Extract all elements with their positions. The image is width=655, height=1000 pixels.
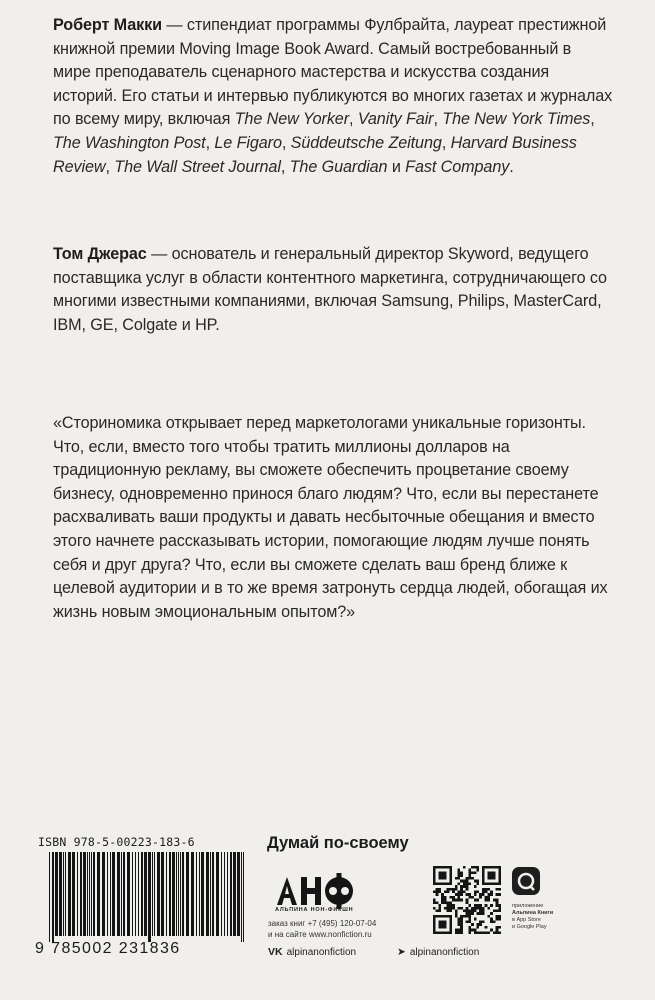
qr-module (444, 890, 447, 893)
qr-module (457, 896, 460, 899)
qr-module (471, 871, 474, 874)
qr-module (474, 899, 477, 902)
qr-module (452, 907, 455, 910)
qr-module (471, 910, 474, 913)
qr-module (493, 920, 496, 923)
qr-module (452, 899, 455, 902)
qr-module (468, 904, 471, 907)
qr-module (460, 899, 463, 902)
qr-module (463, 885, 466, 888)
qr-module (482, 912, 485, 915)
qr-module (487, 871, 495, 879)
qr-module (490, 920, 493, 923)
qr-module (463, 866, 466, 869)
qr-module (460, 920, 463, 923)
qr-module (477, 912, 480, 915)
qr-module (466, 901, 469, 904)
telegram-icon: ➤ (397, 946, 406, 958)
qr-module (457, 890, 460, 893)
qr-module (455, 931, 458, 934)
qr-module (498, 893, 501, 896)
qr-module (468, 918, 471, 921)
qr-module (452, 888, 455, 891)
qr-module (449, 904, 452, 907)
qr-module (496, 931, 499, 934)
barcode-bar (123, 852, 125, 936)
barcode-bar (112, 852, 115, 936)
barcode-bar (127, 852, 130, 936)
barcode-bar (182, 852, 184, 936)
qr-module (468, 929, 471, 932)
barcode-bar (68, 852, 71, 936)
qr-module (463, 882, 466, 885)
barcode-bar (87, 852, 88, 936)
qr-module (457, 923, 460, 926)
barcode-bar (199, 852, 200, 936)
qr-module (468, 896, 471, 899)
qr-module (485, 931, 488, 934)
qr-module (457, 929, 460, 932)
publisher-slogan: Думай по-своему (267, 834, 409, 852)
qr-module (463, 890, 466, 893)
qr-module (479, 920, 482, 923)
barcode-bar (80, 852, 82, 936)
qr-module (493, 931, 496, 934)
qr-module (479, 896, 482, 899)
qr-module (455, 910, 458, 913)
qr-module (477, 904, 480, 907)
qr-module (485, 904, 488, 907)
barcode-bar (206, 852, 209, 936)
qr-module (438, 871, 446, 879)
barcode-bar (166, 852, 167, 936)
qr-module (485, 899, 488, 902)
qr-module (447, 890, 450, 893)
qr-module (433, 890, 436, 893)
qr-module (444, 899, 447, 902)
barcode-bar (93, 852, 95, 936)
barcode-bar (221, 852, 222, 936)
qr-module (482, 907, 485, 910)
blurb-quote: «Сторинoмика открывает перед маркетологами уникальные горизонты. Что, если, вместо того чтобы тратить миллионы долларов на традиционную рекламу, вы сможете обеспечить процветание своему бизнесу, одновременно принося благо людям? Что, если вы перестанете расхваливать ваши продукты и давать несбыточные обещания и вместо этого начнете рассказывать истории, помогающие людям лучше понять себя и друг друга? Что, если вы сможете сделать ваш бренд ближе к целевой аудитории и в то же время затронуть сердца людей, обогащая их жизнь новым эмоциональным опытом?» (53, 414, 608, 621)
qr-module (447, 907, 450, 910)
author-name-mckee: Роберт Макки (53, 16, 163, 34)
qr-module (460, 874, 463, 877)
qr-module (447, 901, 450, 904)
qr-module (436, 890, 439, 893)
qr-module (474, 885, 477, 888)
qr-module (455, 899, 458, 902)
order-info: заказ книг +7 (495) 120-07-04 и на сайте www.nonfiction.ru (268, 919, 377, 939)
barcode-bar (55, 852, 58, 936)
barcode-bar (178, 852, 179, 936)
qr-module (468, 869, 471, 872)
qr-module (493, 899, 496, 902)
qr-module (471, 866, 474, 869)
qr-module (460, 915, 463, 918)
barcode-bar (52, 852, 54, 942)
vk-icon: VK (268, 946, 283, 958)
barcode-block (35, 832, 250, 967)
qr-module (457, 882, 460, 885)
qr-module (474, 910, 477, 913)
qr-module (438, 890, 441, 893)
qr-module (482, 920, 485, 923)
qr-module (463, 910, 466, 913)
qr-module (496, 893, 499, 896)
qr-module (466, 907, 469, 910)
qr-module (444, 896, 447, 899)
barcode-bar (97, 852, 100, 936)
qr-module (490, 918, 493, 921)
qr-module (482, 890, 485, 893)
barcode-bar (233, 852, 236, 936)
qr-module (493, 910, 496, 913)
barcode-bar (91, 852, 92, 936)
vk-link[interactable] (268, 946, 356, 958)
barcode-bar (237, 852, 240, 936)
barcode-bar (65, 852, 66, 936)
qr-module (468, 910, 471, 913)
qr-module (433, 901, 436, 904)
barcode-bar (63, 852, 64, 936)
qr-module (496, 926, 499, 929)
qr-module (457, 907, 460, 910)
qr-module (474, 890, 477, 893)
author-bio-mckee: Роберт Макки — стипендиат программы Фулбрайта, лауреат престижной книжной премии Moving Image Book Award. Самый востребованный в мире преподаватель сценарного мастерства и искусства создания историй. Его статьи и интервью публикуются во многих газетах и журналах по всему миру, включая The New Yorker, Vanity Fair, The New York Times, The Washington Post, Le Figaro, Süddeutsche Zeitung, Harvard Business Review, The Wall Street Journal, The Guardian и Fast Company. (53, 16, 613, 176)
qr-module (447, 910, 450, 913)
qr-module (449, 910, 452, 913)
qr-module (436, 901, 439, 904)
qr-module (457, 920, 460, 923)
qr-module (485, 888, 488, 891)
qr-module (449, 888, 452, 891)
qr-module (460, 926, 463, 929)
qr-module (466, 885, 469, 888)
qr-module (490, 890, 493, 893)
barcode-bar (230, 852, 232, 936)
qr-module (457, 931, 460, 934)
barcode-bar (72, 852, 75, 936)
qr-module (471, 929, 474, 932)
qr-module (457, 874, 460, 877)
barcode-bar (154, 852, 155, 936)
qr-module (433, 899, 436, 902)
qr-module (457, 869, 460, 872)
qr-module (452, 890, 455, 893)
qr-module (471, 912, 474, 915)
qr-module (441, 901, 444, 904)
qr-module (447, 904, 450, 907)
qr-module (479, 912, 482, 915)
qr-module (449, 901, 452, 904)
qr-module (474, 871, 477, 874)
author-bio-gerace: Том Джерас — основатель и генеральный директор Skyword, ведущего поставщика услуг в области контентного маркетинга, сотрудничающего со многими известными компаниями, включая Samsung, Philips, MasterCard, IBM, GE, Colgate и HP. (53, 245, 607, 334)
qr-module (482, 893, 485, 896)
qr-module (468, 926, 471, 929)
qr-module (487, 899, 490, 902)
barcode-bar (49, 852, 50, 942)
qr-module (460, 923, 463, 926)
qr-module (460, 880, 463, 883)
qr-module (471, 907, 474, 910)
qr-module (457, 918, 460, 921)
qr-module (468, 893, 471, 896)
barcode-bar (227, 852, 228, 936)
qr-module (466, 910, 469, 913)
qr-module (482, 931, 485, 934)
barcode-bar (121, 852, 122, 936)
qr-module (460, 890, 463, 893)
barcode-bar (172, 852, 175, 936)
barcode-bar (176, 852, 177, 936)
qr-module (487, 888, 490, 891)
qr-module (477, 866, 480, 869)
qr-module (460, 888, 463, 891)
qr-module (498, 915, 501, 918)
qr-module (452, 904, 455, 907)
qr-module (496, 904, 499, 907)
qr-module (485, 890, 488, 893)
qr-module (477, 890, 480, 893)
qr-module (496, 929, 499, 932)
app-icon (512, 867, 540, 895)
qr-module (457, 871, 460, 874)
barcode-bar (241, 852, 242, 942)
qr-module (471, 877, 474, 880)
qr-module (490, 929, 493, 932)
qr-module (438, 888, 441, 891)
qr-module (460, 893, 463, 896)
qr-module (441, 893, 444, 896)
qr-module (468, 877, 471, 880)
qr-module (479, 923, 482, 926)
qr-module (474, 866, 477, 869)
qr-module (477, 931, 480, 934)
qr-module (498, 926, 501, 929)
barcode-bar (138, 852, 139, 936)
qr-module (455, 888, 458, 891)
barcode-bar (107, 852, 108, 936)
qr-module (433, 907, 436, 910)
qr-module (474, 904, 477, 907)
barcode-bar (224, 852, 225, 936)
qr-module (460, 885, 463, 888)
qr-module (460, 871, 463, 874)
qr-module (496, 910, 499, 913)
qr-module (466, 893, 469, 896)
qr-module (444, 907, 447, 910)
author-name-gerace: Том Джерас (53, 245, 147, 263)
qr-module (466, 920, 469, 923)
qr-module (455, 885, 458, 888)
qr-module (441, 896, 444, 899)
qr-module (496, 901, 499, 904)
telegram-handle: alpinanonfiction (409, 946, 480, 958)
qr-module (487, 896, 490, 899)
qr-module (474, 931, 477, 934)
qr-module (496, 888, 499, 891)
qr-module (438, 904, 441, 907)
qr-module (477, 899, 480, 902)
qr-module (490, 904, 493, 907)
qr-module (468, 912, 471, 915)
qr-module (496, 915, 499, 918)
qr-module (466, 880, 469, 883)
qr-module (460, 918, 463, 921)
qr-module (490, 912, 493, 915)
barcode-bar (243, 852, 244, 942)
qr-module (471, 923, 474, 926)
telegram-link[interactable] (397, 946, 479, 958)
qr-module (479, 910, 482, 913)
qr-module (479, 893, 482, 896)
vk-handle: alpinanonfiction (286, 946, 357, 958)
qr-module (496, 899, 499, 902)
barcode-bar (77, 852, 78, 936)
qr-module (479, 931, 482, 934)
publisher-block (265, 832, 645, 972)
barcode-bar (148, 852, 151, 942)
qr-module (468, 915, 471, 918)
qr-module (441, 899, 444, 902)
qr-module (477, 923, 480, 926)
qr-module (466, 912, 469, 915)
qr-module (466, 888, 469, 891)
barcode-bar (135, 852, 136, 936)
barcode-bar (169, 852, 171, 936)
qr-module (468, 874, 471, 877)
qr-module (438, 920, 446, 928)
qr-module (479, 907, 482, 910)
qr-module (477, 882, 480, 885)
qr-module (471, 896, 474, 899)
qr-module (460, 907, 463, 910)
barcode (49, 852, 245, 942)
isbn-label: ISBN 978-5-00223-183-6 (38, 835, 195, 849)
barcode-bar (102, 852, 105, 936)
qr-module (444, 901, 447, 904)
qr-module (468, 931, 471, 934)
qr-module (457, 899, 460, 902)
qr-module (452, 896, 455, 899)
qr-module (474, 893, 477, 896)
qr-module (477, 869, 480, 872)
barcode-bar (141, 852, 143, 936)
qr-module (455, 893, 458, 896)
qr-module (457, 893, 460, 896)
barcode-bar (191, 852, 194, 936)
qr-module (490, 893, 493, 896)
barcode-bar (89, 852, 90, 936)
qr-module (474, 918, 477, 921)
qr-module (479, 904, 482, 907)
qr-module (436, 888, 439, 891)
qr-module (468, 882, 471, 885)
qr-module (482, 888, 485, 891)
barcode-bar (196, 852, 197, 936)
qr-module (438, 907, 441, 910)
qr-module (463, 915, 466, 918)
qr-module (455, 877, 458, 880)
qr-module (477, 907, 480, 910)
qr-module (485, 926, 488, 929)
qr-module (485, 896, 488, 899)
qr-code (433, 866, 501, 934)
barcode-bar (110, 852, 111, 936)
qr-module (455, 915, 458, 918)
barcode-bar (216, 852, 219, 936)
app-store-info: приложение Альпина Книги в App Store и Google Play (512, 903, 554, 930)
publisher-logo-caption: АЛЬПИНА НОН-ФИКШН (275, 907, 354, 913)
qr-module (477, 880, 480, 883)
barcode-bar (201, 852, 204, 936)
qr-module (447, 888, 450, 891)
qr-module (449, 907, 452, 910)
qr-module (455, 929, 458, 932)
qr-module (498, 907, 501, 910)
barcode-bar (83, 852, 86, 936)
alpina-app-icon (512, 867, 540, 895)
qr-module (436, 910, 439, 913)
barcode-bar (212, 852, 214, 936)
qr-module (498, 918, 501, 921)
barcode-bar (117, 852, 120, 936)
qr-module (460, 931, 463, 934)
qr-module (487, 915, 490, 918)
qr-module (474, 907, 477, 910)
qr-module (498, 888, 501, 891)
barcode-bar (152, 852, 153, 936)
qr-module (487, 907, 490, 910)
qr-module (460, 929, 463, 932)
qr-module (474, 929, 477, 932)
barcode-bar (59, 852, 62, 936)
qr-module (477, 926, 480, 929)
qr-module (466, 882, 469, 885)
qr-module (487, 893, 490, 896)
barcode-bar (210, 852, 211, 936)
qr-module (466, 915, 469, 918)
qr-module (468, 920, 471, 923)
qr-module (466, 877, 469, 880)
barcode-bar (161, 852, 164, 936)
qr-module (487, 931, 490, 934)
barcode-bar (132, 852, 133, 936)
barcode-bar (144, 852, 147, 936)
qr-module (498, 931, 501, 934)
qr-module (438, 910, 441, 913)
qr-module (474, 880, 477, 883)
barcode-bar (157, 852, 160, 936)
barcode-bar (186, 852, 189, 936)
qr-module (496, 918, 499, 921)
qr-module (482, 910, 485, 913)
qr-module (455, 912, 458, 915)
qr-module (498, 904, 501, 907)
qr-module (468, 871, 471, 874)
qr-module (457, 877, 460, 880)
qr-module (436, 893, 439, 896)
qr-module (449, 896, 452, 899)
qr-module (466, 899, 469, 902)
qr-module (463, 880, 466, 883)
barcode-digits: 9 785002 231836 (35, 940, 181, 957)
barcode-bar (180, 852, 181, 936)
qr-module (498, 910, 501, 913)
